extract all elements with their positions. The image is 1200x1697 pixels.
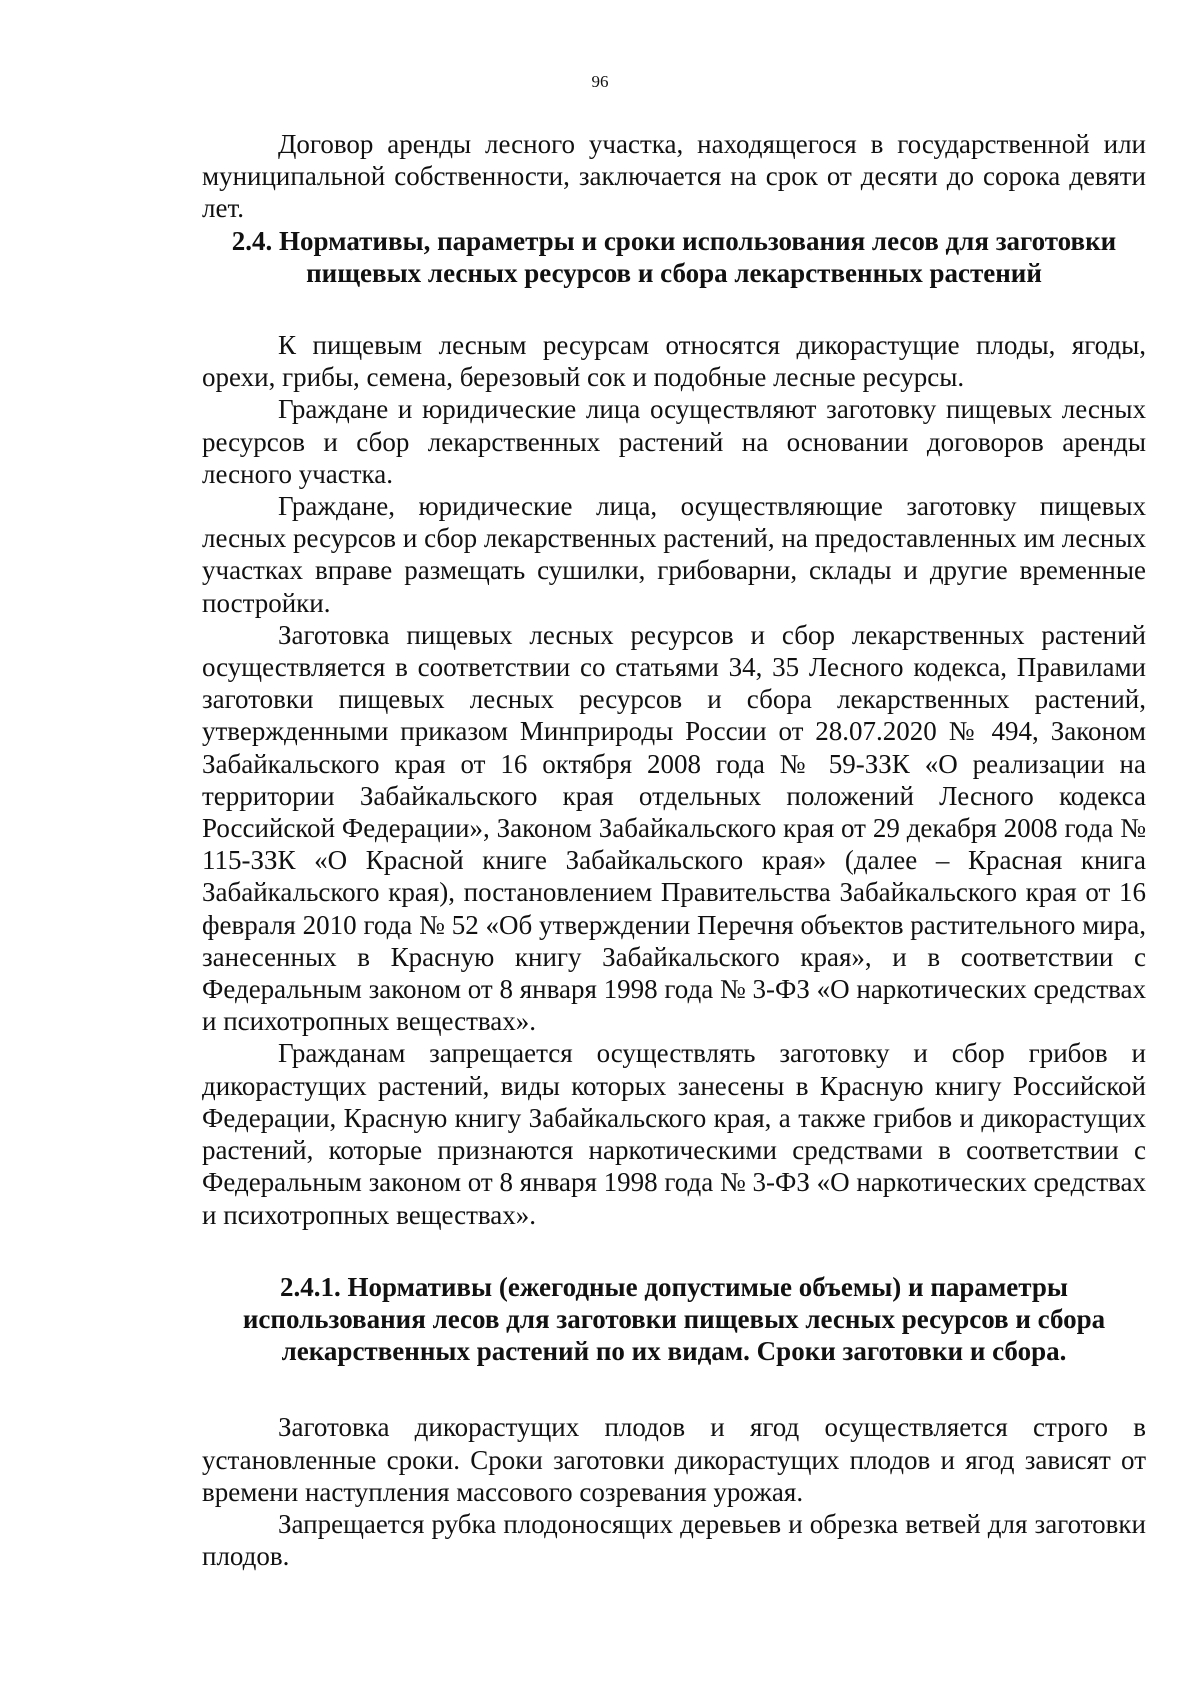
section-2-4-1-paragraph-2: Запрещается рубка плодоносящих деревьев и обрезка ветвей для заготовки плодов. [202, 1508, 1146, 1572]
section-2-4-paragraph-5: Гражданам запрещается осуществлять заготовку и сбор грибов и дикорастущих растений, виды которых занесены в Красную книгу Российской Федерации, Красную книгу Забайкальского края, а также грибов и дикорастущих растений, которые признаются наркотическими средствами в соответствии с Федеральным законом от 8 января 1998 года № 3-ФЗ «О наркотических средствах и психотропных веществах». [202, 1038, 1146, 1230]
section-2-4-1-paragraph-1: Заготовка дикорастущих плодов и ягод осуществляется строго в установленные сроки. Сроки заготовки дикорастущих плодов и ягод зависят от времени наступления массового созревания урожая. [202, 1412, 1146, 1507]
section-2-4-heading: 2.4. Нормативы, параметры и сроки использования лесов для заготовки пищевых лесных ресурсов и сбора лекарственных растений [231, 225, 1117, 288]
section-2-4-paragraph-3: Граждане, юридические лица, осуществляющие заготовку пищевых лесных ресурсов и сбор лекарственных растений, на предоставленных им лесных участках вправе размещать сушилки, грибоварни, склады и другие временные постройки. [202, 491, 1146, 618]
section-2-4-1-body [202, 1411, 1146, 1572]
section-2-4-body [202, 329, 1146, 1231]
section-2-4-1-heading-block [202, 1271, 1146, 1368]
section-2-4-paragraph-1: К пищевым лесным ресурсам относятся дикорастущие плоды, ягоды, орехи, грибы, семена, березовый сок и подобные лесные ресурсы. [202, 330, 1146, 393]
section-2-4-1-heading: 2.4.1. Нормативы (ежегодные допустимые объемы) и параметры использования лесов для заготовки пищевых лесных ресурсов и сбора лекарственных растений по их видам. Сроки заготовки и сбора. [242, 1271, 1106, 1367]
page-content [202, 128, 1146, 1572]
section-2-4-paragraph-2: Граждане и юридические лица осуществляют заготовку пищевых лесных ресурсов и сбор лекарственных растений на основании договоров аренды лесного участка. [202, 394, 1146, 489]
intro-paragraph: Договор аренды лесного участка, находящегося в государственной или муниципальной собственности, заключается на срок от десяти до сорока девяти лет. [202, 129, 1146, 224]
section-2-4-paragraph-4: Заготовка пищевых лесных ресурсов и сбор лекарственных растений осуществляется в соответствии со статьями 34, 35 Лесного кодекса, Правилами заготовки пищевых лесных ресурсов и сбора лекарственных растений, утвержденными приказом Минприроды России от 28.07.2020 № 494, Законом Забайкальского края от 16 октября 2008 года № 59-ЗЗК «О реализации на территории Забайкальского края отдельных положений Лесного кодекса Российской Федерации», Законом Забайкальского края от 29 декабря 2008 года № 115-ЗЗК «О Красной книге Забайкальского края» (далее – Красная книга Забайкальского края), постановлением Правительства Забайкальского края от 16 февраля 2010 года № 52 «Об утверждении Перечня объектов растительного мира, занесенных в Красную книгу Забайкальского края», и в соответствии с Федеральным законом от 8 января 1998 года № 3-ФЗ «О наркотических средствах и психотропных веществах». [202, 619, 1146, 1037]
page-number: 96 [591, 72, 609, 91]
